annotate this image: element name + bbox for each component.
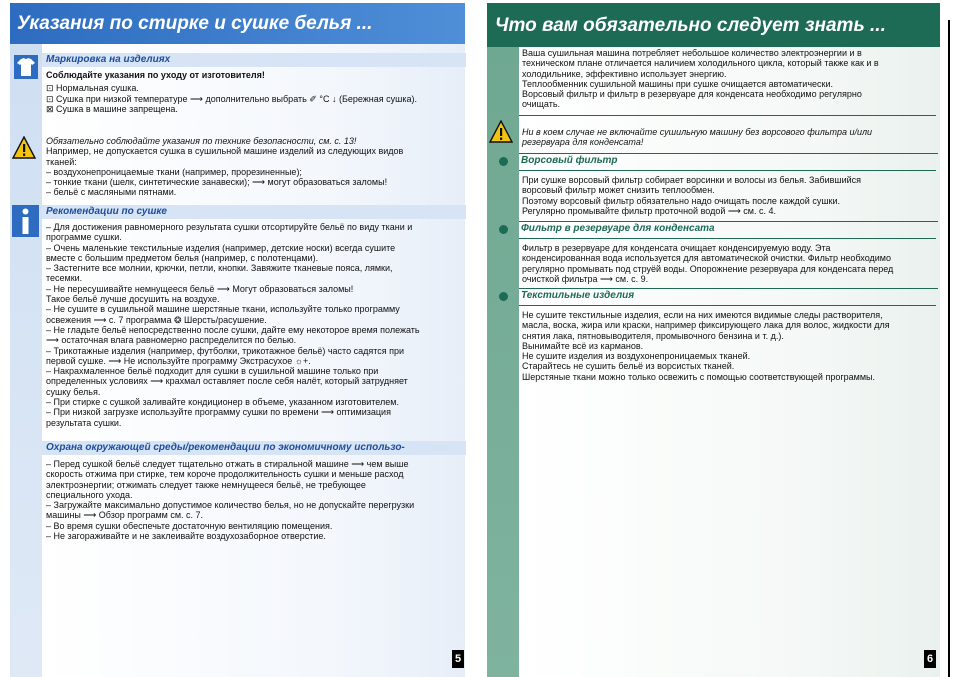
lint-filter-line: При сушке ворсовый фильтр собирает ворсинки и волосы из белья. Забившийся bbox=[522, 175, 862, 185]
textiles-section-heading: Текстильные изделия bbox=[519, 288, 938, 302]
recommendation-line: освежения ⟶ с. 7 программа ❂ Шерсть/расушение. bbox=[46, 314, 267, 325]
recommendation-line: первой сушке. ⟶ Не используйте программу Экстрасухое ☼+. bbox=[46, 355, 311, 366]
recommendations-section-heading: Рекомендации по сушке bbox=[42, 205, 466, 219]
environment-section-heading: Охрана окружающей среды/рекомендации по экономичному использо- bbox=[42, 441, 466, 455]
recommendations-section-body bbox=[46, 222, 461, 428]
recommendation-line: Такое бельё лучше досушить на воздухе. bbox=[46, 294, 220, 305]
section-divider bbox=[519, 170, 936, 171]
lint-filter-line: Регулярно промывайте фильтр проточной водой ⟶ см. с. 4. bbox=[522, 205, 776, 216]
lint-filter-section-heading: Ворсовый фильтр bbox=[519, 153, 938, 167]
condenser-filter-line: регулярно промывать под струёй воды. Опорожнение резервуара для конденсата перед bbox=[522, 263, 894, 274]
textiles-line: Старайтесь не сушить бельё из ворсистых тканей. bbox=[522, 361, 735, 372]
right-page-title: Что вам обязательно следует знать ... bbox=[495, 15, 886, 36]
right-page bbox=[487, 0, 940, 677]
condenser-filter-section-heading: Фильтр в резервуаре для конденсата bbox=[519, 221, 938, 235]
recommendation-line: – Очень маленькие текстильные изделия (например, детские носки) всегда сушите bbox=[46, 242, 396, 253]
recommendation-line: – Застегните все молнии, крючки, петли, кнопки. Завяжите тканевые пояса, лямки, bbox=[46, 263, 393, 274]
environment-line: – Перед сушкой бельё следует тщательно отжать в стиральной машине ⟶ чем выше bbox=[46, 459, 409, 469]
intro-line: техническом плане отличается наличием холодильного цикла, который также как и в bbox=[522, 58, 879, 69]
intro-line: Ваша сушильная машина потребляет небольшое количество электроэнергии и в bbox=[522, 48, 862, 58]
environment-line: электроэнергии; отжимать следует также немнущееся бельё, не требующее bbox=[46, 479, 366, 490]
section-bullet-icon bbox=[499, 225, 508, 234]
intro-line: очищать. bbox=[522, 99, 561, 110]
marking-line: ⊠ Сушка в машине запрещена. bbox=[46, 103, 178, 114]
environment-line: – Не загораживайте и не заклеивайте воздухозаборное отверстие. bbox=[46, 531, 326, 542]
page-number: 5 bbox=[452, 650, 464, 668]
textiles-line: Шерстяные ткани можно только освежить с помощью соответствующей программы. bbox=[522, 371, 875, 382]
recommendation-line: – Накрахмаленное бельё подходит для сушки в сушильной машине только при bbox=[46, 366, 379, 377]
recommendation-line: результата сушки. bbox=[46, 417, 122, 428]
warning-line: Обязательно соблюдайте указания по технике безопасности, см. с. 13! bbox=[46, 136, 357, 146]
recommendation-line: – При стирке с сушкой заливайте кондиционер в объеме, указанном изготовителем. bbox=[46, 397, 399, 408]
environment-line: специального ухода. bbox=[46, 489, 133, 500]
environment-line: – Загружайте максимально допустимое количество белья, но не допускайте перегрузки bbox=[46, 500, 415, 511]
textiles-line: Вынимайте всё из карманов. bbox=[522, 340, 644, 351]
warning-line: – воздухонепроницаемые ткани (например, прорезиненные); bbox=[46, 166, 302, 177]
intro-line: Ворсовый фильтр и фильтр в резервуаре для конденсата необходимо регулярно bbox=[522, 89, 862, 100]
recommendation-line: – Трикотажные изделия (например, футболки, трикотажное бельё) часто садятся при bbox=[46, 345, 405, 356]
textiles-section-body bbox=[522, 310, 937, 382]
warning-line: Ни в коем случае не включайте сушильную машину без ворсового фильтра и/или bbox=[522, 127, 873, 137]
warning-line: Например, не допускается сушка в сушильной машине изделий из следующих видов bbox=[46, 146, 404, 157]
recommendation-line: программе сушки. bbox=[46, 232, 122, 243]
recommendation-line: определенных условиях ⟶ крахмал оставляет после себя налёт, который затрудняет bbox=[46, 376, 408, 387]
condenser-filter-line: конденсированная вода используется для автоматической очистки. Фильтр необходимо bbox=[522, 253, 891, 264]
marking-section-body bbox=[46, 70, 461, 114]
left-page bbox=[10, 0, 465, 677]
info-icon bbox=[12, 205, 39, 237]
textiles-line: Не сушите изделия из воздухонепроницаемых тканей. bbox=[522, 351, 751, 362]
warning-line: – бельё с масляными пятнами. bbox=[46, 187, 177, 198]
page-number: 6 bbox=[924, 650, 936, 668]
warning-line: тканей: bbox=[46, 156, 77, 167]
intro-line: Теплообменник сушильной машины при сушке очищается автоматически. bbox=[522, 78, 833, 89]
right-warning-block bbox=[522, 127, 937, 148]
section-bullet-icon bbox=[499, 157, 508, 166]
section-divider bbox=[519, 305, 936, 306]
marking-line: Соблюдайте указания по уходу от изготовителя! bbox=[46, 70, 265, 80]
recommendation-line: – Не гладьте бельё непосредственно после сушки, дайте ему некоторое время полежать bbox=[46, 324, 420, 335]
section-divider bbox=[519, 115, 936, 116]
environment-line: машины ⟶ Обзор программ см. с. 7. bbox=[46, 510, 204, 521]
left-warning-block bbox=[46, 136, 461, 198]
page-edge-line bbox=[948, 20, 950, 677]
section-divider bbox=[519, 238, 936, 239]
condenser-filter-section-body bbox=[522, 243, 937, 284]
recommendation-line: – При низкой загрузке используйте программу сушки по времени ⟶ оптимизация bbox=[46, 407, 391, 418]
lint-filter-line: Поэтому ворсовый фильтр обязательно надо очищать после каждой сушки. bbox=[522, 195, 841, 206]
warning-line: – тонкие ткани (шелк, синтетические занавески); ⟶ могут образоваться заломы! bbox=[46, 177, 388, 188]
lint-filter-line: ворсовый фильтр может снизить теплообмен. bbox=[522, 185, 715, 196]
left-page-title: Указания по стирке и сушке белья ... bbox=[17, 13, 373, 34]
recommendation-line: – Для достижения равномерного результата сушки отсортируйте бельё по виду ткани и bbox=[46, 222, 413, 232]
lint-filter-section-body bbox=[522, 175, 937, 216]
recommendation-line: – Не сушите в сушильной машине шерстяные ткани, используйте только программу bbox=[46, 304, 400, 315]
warning-icon bbox=[489, 120, 513, 144]
recommendation-line: сушку белья. bbox=[46, 386, 101, 397]
left-page-header bbox=[10, 3, 465, 44]
condenser-filter-line: очисткой фильтра ⟶ см. с. 9. bbox=[522, 273, 649, 284]
warning-line: резервуара для конденсата! bbox=[522, 137, 644, 148]
environment-line: – Во время сушки обеспечьте достаточную вентиляцию помещения. bbox=[46, 520, 333, 531]
warning-icon bbox=[12, 136, 36, 160]
intro-line: холодильнике, эффективно использует энергию. bbox=[522, 68, 727, 79]
right-page-header bbox=[487, 3, 940, 47]
marking-section-heading: Маркировка на изделиях bbox=[42, 53, 466, 67]
recommendation-line: тесемки. bbox=[46, 273, 83, 284]
recommendation-line: вместе с большим предметом белья (например, с полотенцами). bbox=[46, 252, 319, 263]
right-intro-body bbox=[522, 48, 937, 110]
textiles-line: Не сушите текстильные изделия, если на них имеются видимые следы растворителя, bbox=[522, 310, 883, 320]
textiles-line: масла, воска, жира или краски, например фиксирующего лака для волос, жидкости для bbox=[522, 320, 890, 331]
section-bullet-icon bbox=[499, 292, 508, 301]
marking-line: ⊡ Сушка при низкой температуре ⟶ дополнительно выбрать ✐ °C ↓ (Бережная сушка). bbox=[46, 93, 417, 104]
shirt-care-icon bbox=[14, 55, 38, 79]
marking-line: ⊡ Нормальная сушка. bbox=[46, 83, 139, 94]
environment-line: скорость отжима при стирке, тем короче продолжительность сушки и меньше расход bbox=[46, 469, 404, 480]
textiles-line: снятия лака, пятновыводителя, промывочного бензина и т. д.). bbox=[522, 330, 784, 341]
condenser-filter-line: Фильтр в резервуаре для конденсата очищает конденсируемую воду. Эта bbox=[522, 243, 831, 253]
recommendation-line: ⟶ остаточная влага равномерно распределится по белью. bbox=[46, 335, 297, 346]
recommendation-line: – Не пересушивайте немнущееся бельё ⟶ Могут образоваться заломы! bbox=[46, 283, 354, 294]
environment-section-body bbox=[46, 459, 461, 541]
